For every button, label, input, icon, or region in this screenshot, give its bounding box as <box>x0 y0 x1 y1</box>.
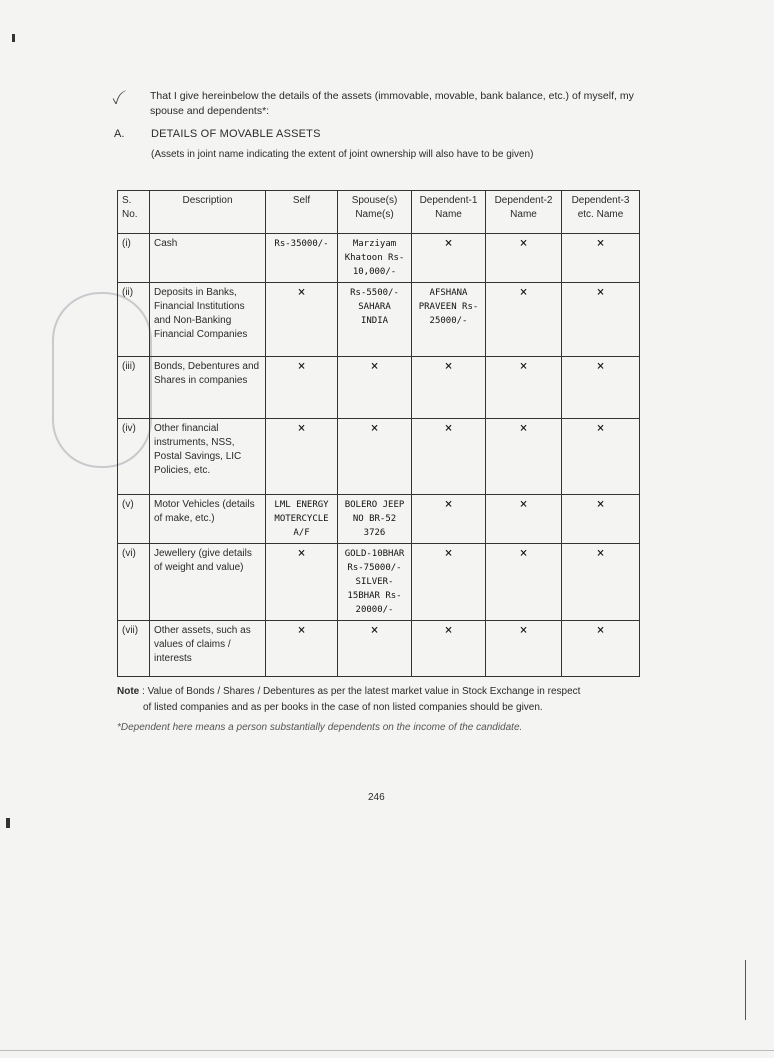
table-row <box>118 544 640 621</box>
dependent1-value: × <box>412 544 486 621</box>
dependent-footnote: *Dependent here means a person substantially dependents on the income of the candidate. <box>117 722 523 733</box>
column-header: Spouse(s) Name(s) <box>338 191 412 234</box>
dependent2-value: × <box>486 419 562 495</box>
spouse-value: Rs-5500/- SAHARA INDIA <box>338 283 412 357</box>
dependent2-value: × <box>486 283 562 357</box>
scan-speck <box>6 818 10 828</box>
table-row <box>118 419 640 495</box>
column-header: Dependent-1 Name <box>412 191 486 234</box>
row-number: (i) <box>118 234 150 283</box>
column-header: Dependent-3 etc. Name <box>562 191 640 234</box>
self-value: × <box>266 357 338 419</box>
dependent1-value: × <box>412 357 486 419</box>
row-description: Bonds, Debentures and Shares in companies <box>150 357 266 419</box>
dependent3-value: × <box>562 419 640 495</box>
note-text-line2: of listed companies and as per books in the case of non listed companies should be given. <box>143 702 543 713</box>
note-label: Note <box>117 686 140 697</box>
spouse-value: GOLD-10BHAR Rs-75000/- SILVER-15BHAR Rs-20000/- <box>338 544 412 621</box>
dependent1-value: × <box>412 419 486 495</box>
section-letter: A. <box>114 128 125 140</box>
spouse-value: × <box>338 621 412 677</box>
handwritten-mark: ꪜ <box>112 94 120 107</box>
dependent1-value: × <box>412 621 486 677</box>
table-row <box>118 357 640 419</box>
dependent2-value: × <box>486 621 562 677</box>
dependent2-value: × <box>486 495 562 544</box>
page-number: 246 <box>368 792 385 803</box>
column-header: Self <box>266 191 338 234</box>
self-value: LML ENERGY MOTERCYCLE A/F <box>266 495 338 544</box>
dependent2-value: × <box>486 357 562 419</box>
spouse-value: × <box>338 419 412 495</box>
row-description: Other financial instruments, NSS, Postal Savings, LIC Policies, etc. <box>150 419 266 495</box>
self-value: × <box>266 419 338 495</box>
column-header: Dependent-2 Name <box>486 191 562 234</box>
section-subtitle: (Assets in joint name indicating the extent of joint ownership will also have to be given) <box>151 149 534 160</box>
scan-speck <box>12 34 15 42</box>
column-header: Description <box>150 191 266 234</box>
row-description: Motor Vehicles (details of make, etc.) <box>150 495 266 544</box>
table-header-row <box>118 191 640 234</box>
table-row <box>118 621 640 677</box>
row-description: Cash <box>150 234 266 283</box>
row-number: (iii) <box>118 357 150 419</box>
note-block <box>117 684 645 716</box>
spouse-value: BOLERO JEEP NO BR-52 3726 <box>338 495 412 544</box>
movable-assets-table <box>117 190 640 677</box>
scan-bottom-edge <box>0 1050 774 1051</box>
self-value: Rs-35000/- <box>266 234 338 283</box>
self-value: × <box>266 544 338 621</box>
dependent1-value: × <box>412 495 486 544</box>
note-text-line1: : Value of Bonds / Shares / Debentures as per the latest market value in Stock Exchange in respect <box>142 686 581 697</box>
self-value: × <box>266 283 338 357</box>
dependent1-value: × <box>412 234 486 283</box>
table-row <box>118 234 640 283</box>
spouse-value: × <box>338 357 412 419</box>
row-description: Deposits in Banks, Financial Institutions and Non-Banking Financial Companies <box>150 283 266 357</box>
section-title: DETAILS OF MOVABLE ASSETS <box>151 128 321 140</box>
dependent3-value: × <box>562 283 640 357</box>
dependent3-value: × <box>562 357 640 419</box>
table-row <box>118 283 640 357</box>
row-description: Jewellery (give details of weight and value) <box>150 544 266 621</box>
row-number: (iv) <box>118 419 150 495</box>
dependent2-value: × <box>486 544 562 621</box>
dependent3-value: × <box>562 544 640 621</box>
row-description: Other assets, such as values of claims / interests <box>150 621 266 677</box>
row-number: (vi) <box>118 544 150 621</box>
dependent3-value: × <box>562 621 640 677</box>
row-number: (vii) <box>118 621 150 677</box>
row-number: (v) <box>118 495 150 544</box>
dependent3-value: × <box>562 495 640 544</box>
intro-text: That I give hereinbelow the details of the assets (immovable, movable, bank balance, etc.) of myself, my spouse and dependents*: <box>150 90 634 117</box>
dependent1-value: AFSHANA PRAVEEN Rs-25000/- <box>412 283 486 357</box>
dependent3-value: × <box>562 234 640 283</box>
column-header: S. No. <box>118 191 150 234</box>
self-value: × <box>266 621 338 677</box>
scan-edge-line <box>745 960 746 1020</box>
table-row <box>118 495 640 544</box>
spouse-value: Marziyam Khatoon Rs-10,000/- <box>338 234 412 283</box>
row-number: (ii) <box>118 283 150 357</box>
dependent2-value: × <box>486 234 562 283</box>
